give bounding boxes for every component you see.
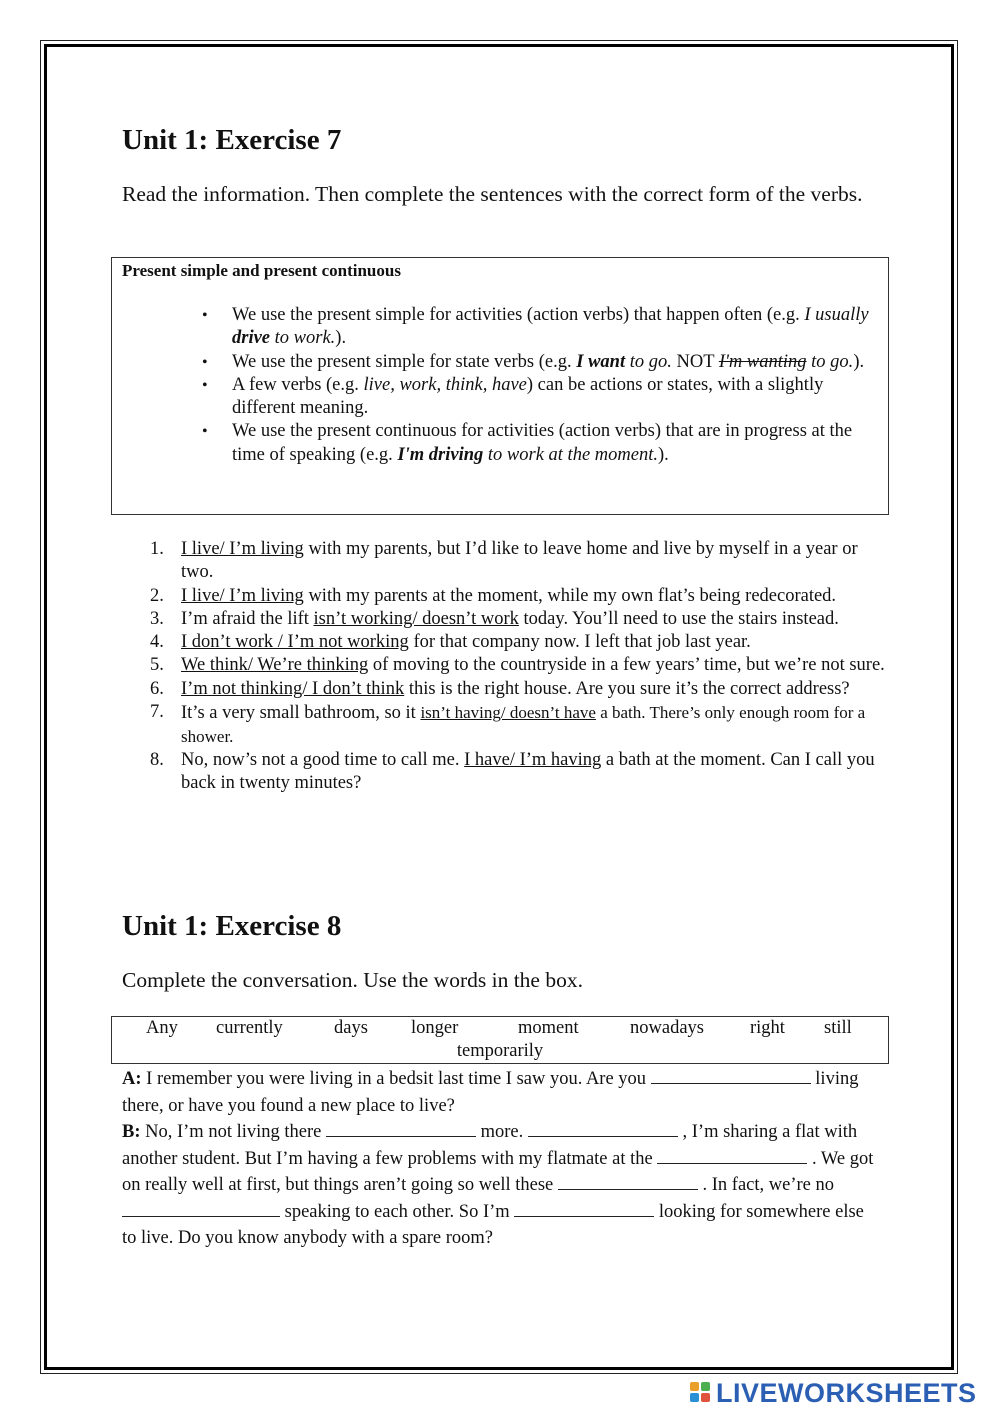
liveworksheets-logo: [690, 1378, 977, 1408]
question-item: 5. We think/ We’re thinking of moving to the countryside in a few years’ time, but we’re not sure.: [150, 655, 885, 676]
word-bank-item: still: [824, 1018, 852, 1038]
word-bank-item: moment: [518, 1018, 579, 1038]
grammar-box-title: Present simple and present continuous: [122, 261, 401, 280]
verb-options[interactable]: isn’t having/ doesn’t have: [420, 703, 596, 723]
speaker-b-label: B:: [122, 1122, 141, 1142]
grammar-info-box: [111, 257, 889, 515]
word-bank-item: currently: [216, 1018, 283, 1038]
verb-options[interactable]: I have/ I’m having: [464, 749, 602, 770]
bullet-icon: •: [202, 353, 208, 371]
answer-blank-6[interactable]: [122, 1200, 280, 1217]
answer-blank-7[interactable]: [514, 1200, 654, 1217]
logo-blocks-icon: [690, 1382, 712, 1404]
exercise-8-instructions: Complete the conversation. Use the words in the box.: [122, 968, 583, 992]
answer-blank-2[interactable]: [326, 1120, 476, 1137]
grammar-rule: • A few verbs (e.g. live, work, think, have) can be actions or states, with a slightly different meaning.: [202, 374, 824, 419]
bullet-icon: •: [202, 307, 208, 324]
logo-text: LIVEWORKSHEETS: [716, 1377, 977, 1408]
verb-options[interactable]: I live/ I’m living: [181, 585, 304, 606]
grammar-rules-list: [202, 304, 882, 467]
answer-blank-3[interactable]: [528, 1120, 678, 1137]
verb-options[interactable]: I don’t work / I’m not working: [181, 632, 409, 653]
verb-options[interactable]: I live/ I’m living: [181, 539, 304, 559]
verb-options[interactable]: isn’t working/ doesn’t work: [313, 608, 519, 629]
question-item: 8. No, now’s not a good time to call me. I have/ I’m having a bath at the moment. Can I call you back in twenty minutes?: [150, 749, 875, 793]
word-bank-item: Any: [146, 1018, 178, 1038]
question-item: 6. I’m not thinking/ I don’t think this is the right house. Are you sure it’s the correct address?: [150, 678, 850, 699]
bullet-icon: •: [202, 376, 208, 394]
speaker-a-label: A:: [122, 1069, 142, 1089]
exercise-7-heading: Unit 1: Exercise 7: [122, 124, 342, 156]
grammar-rule: • We use the present continuous for activities (action verbs) that are in progress at the time of speaking (e.g. I'm driving to work at the moment.).: [202, 421, 853, 465]
exercise-7-questions: [150, 538, 890, 795]
word-bank-item: days: [334, 1018, 368, 1038]
grammar-rule: • We use the present simple for activities (action verbs) that happen often (e.g. I usually drive to work.).: [202, 305, 869, 349]
conversation: A: I remember you were living in a bedsit last time I saw you. Are you living there, or have you found a new place to live? B: No, I’m not living there more. , I’m sharing a flat with another student. But I’m having a few problems with my flatmate at the . We got on really well at first, but things aren’t going so well these . In fact, we’re no speaking to each other. So I’m looking for somewhere else to live. Do you know anybody with a spare room?: [122, 1069, 874, 1248]
question-item: 1. I live/ I’m living with my parents, but I’d like to leave home and live by myself in a year or two.: [150, 539, 858, 583]
answer-blank-5[interactable]: [558, 1173, 698, 1190]
question-item: 3. I’m afraid the lift isn’t working/ doesn’t work today. You’ll need to use the stairs instead.: [150, 608, 839, 629]
word-bank-box: [111, 1016, 889, 1064]
word-bank-item: nowadays: [630, 1018, 704, 1038]
verb-options[interactable]: We think/ We’re thinking: [181, 655, 369, 676]
answer-blank-1[interactable]: [651, 1067, 811, 1084]
grammar-rule: • We use the present simple for state verbs (e.g. I want to go. NOT I'm wanting to go.).: [202, 351, 882, 374]
question-item: 4. I don’t work / I’m not working for that company now. I left that job last year.: [150, 632, 751, 653]
verb-options[interactable]: I’m not thinking/ I don’t think: [181, 678, 405, 699]
bullet-icon: •: [202, 423, 208, 441]
question-item: 2. I live/ I’m living with my parents at the moment, while my own flat’s being redecorated.: [150, 585, 837, 606]
exercise-7-instructions: Read the information. Then complete the sentences with the correct form of the verbs.: [122, 182, 863, 206]
question-item: 7. It’s a very small bathroom, so it isn’t having/ doesn’t have a bath. There’s only enough room for a shower.: [150, 702, 866, 747]
exercise-8-heading: Unit 1: Exercise 8: [122, 910, 342, 942]
word-bank-item: right: [750, 1018, 785, 1038]
word-bank-item: longer: [411, 1018, 459, 1038]
answer-blank-4[interactable]: [657, 1147, 807, 1164]
word-bank-item: temporarily: [456, 1041, 544, 1061]
